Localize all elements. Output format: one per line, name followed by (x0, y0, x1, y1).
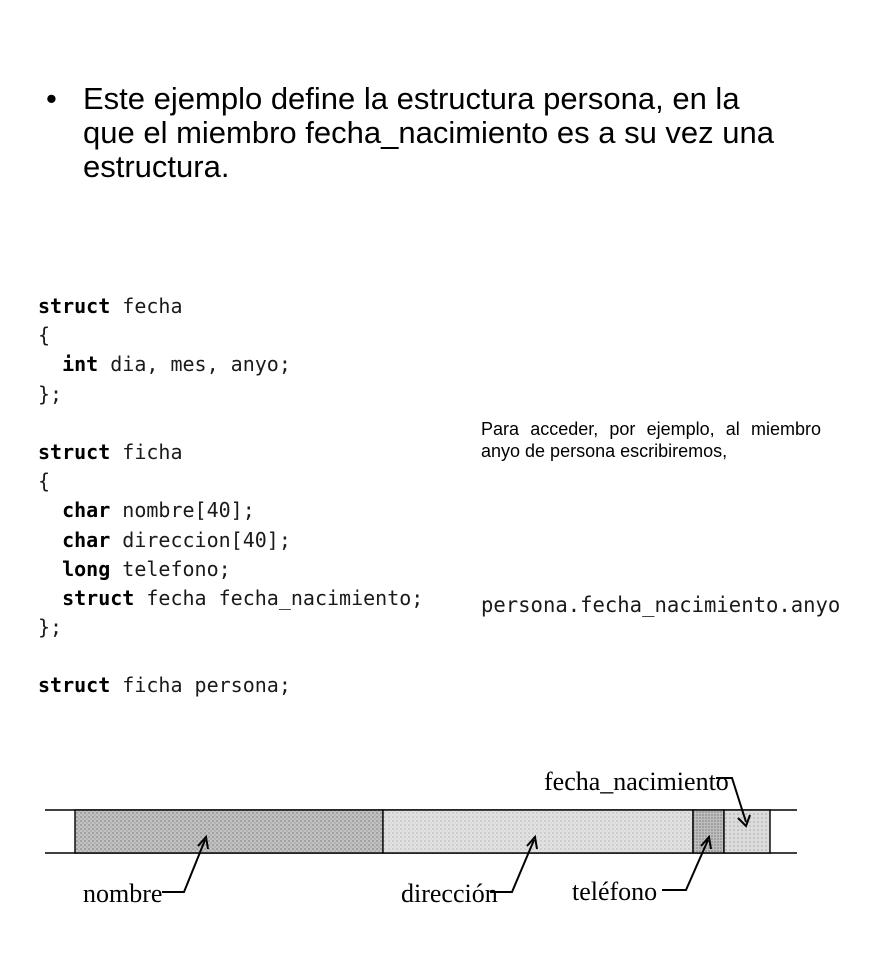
code-keyword: struct (38, 673, 111, 698)
code-line (38, 438, 423, 467)
code-keyword: struct (38, 294, 111, 318)
direccion-segment (383, 810, 693, 853)
code-line (38, 467, 423, 496)
nombre-label: nombre (83, 879, 163, 908)
code-line (38, 321, 423, 350)
access-expression: persona.fecha_nacimiento.anyo (481, 593, 841, 617)
code-keyword: char (38, 498, 111, 523)
code-line (38, 380, 423, 409)
code-line (38, 613, 423, 642)
code-line (38, 555, 423, 584)
code-line (38, 526, 423, 555)
code-keyword: struct (38, 585, 135, 610)
code-line (38, 584, 423, 613)
code-text: direccion[40]; (110, 527, 291, 552)
code-line (38, 496, 423, 525)
fecha-segment (724, 810, 770, 853)
code-line (38, 409, 423, 438)
code-keyword: long (38, 556, 111, 581)
code-keyword: char (38, 527, 111, 552)
code-text: }; (38, 615, 63, 640)
code-line (38, 350, 423, 379)
fecha-nacimiento-label: fecha_nacimiento (544, 767, 729, 796)
code-text: fecha fecha_nacimiento; (134, 585, 424, 610)
access-note: Para acceder, por ejemplo, al miembro anyo de persona escribiremos, (481, 419, 821, 461)
code-text: { (38, 323, 51, 348)
code-line (38, 671, 423, 700)
bullet-symbol: • (46, 81, 57, 116)
memory-layout-diagram (0, 760, 873, 950)
code-keyword: int (38, 352, 99, 377)
nombre-segment (75, 810, 383, 853)
direccion-label: dirección (401, 879, 498, 908)
code-text: }; (38, 381, 63, 406)
telefono-segment (693, 810, 724, 853)
code-text: telefono; (110, 556, 231, 581)
code-line (38, 292, 423, 321)
code-text: nombre[40]; (110, 498, 255, 523)
code-text: fecha (110, 294, 183, 318)
code-text: ficha (110, 439, 183, 464)
code-keyword: struct (38, 439, 111, 464)
bullet-text: Este ejemplo define la estructura persona, en la que el miembro fecha_nacimiento es a su vez una estructura. (83, 81, 775, 184)
code-text: dia, mes, anyo; (98, 352, 291, 377)
telefono-label: teléfono (572, 877, 658, 906)
code-block (38, 292, 423, 701)
code-text: ficha persona; (110, 673, 291, 698)
code-line (38, 642, 423, 671)
code-text: { (38, 469, 51, 494)
